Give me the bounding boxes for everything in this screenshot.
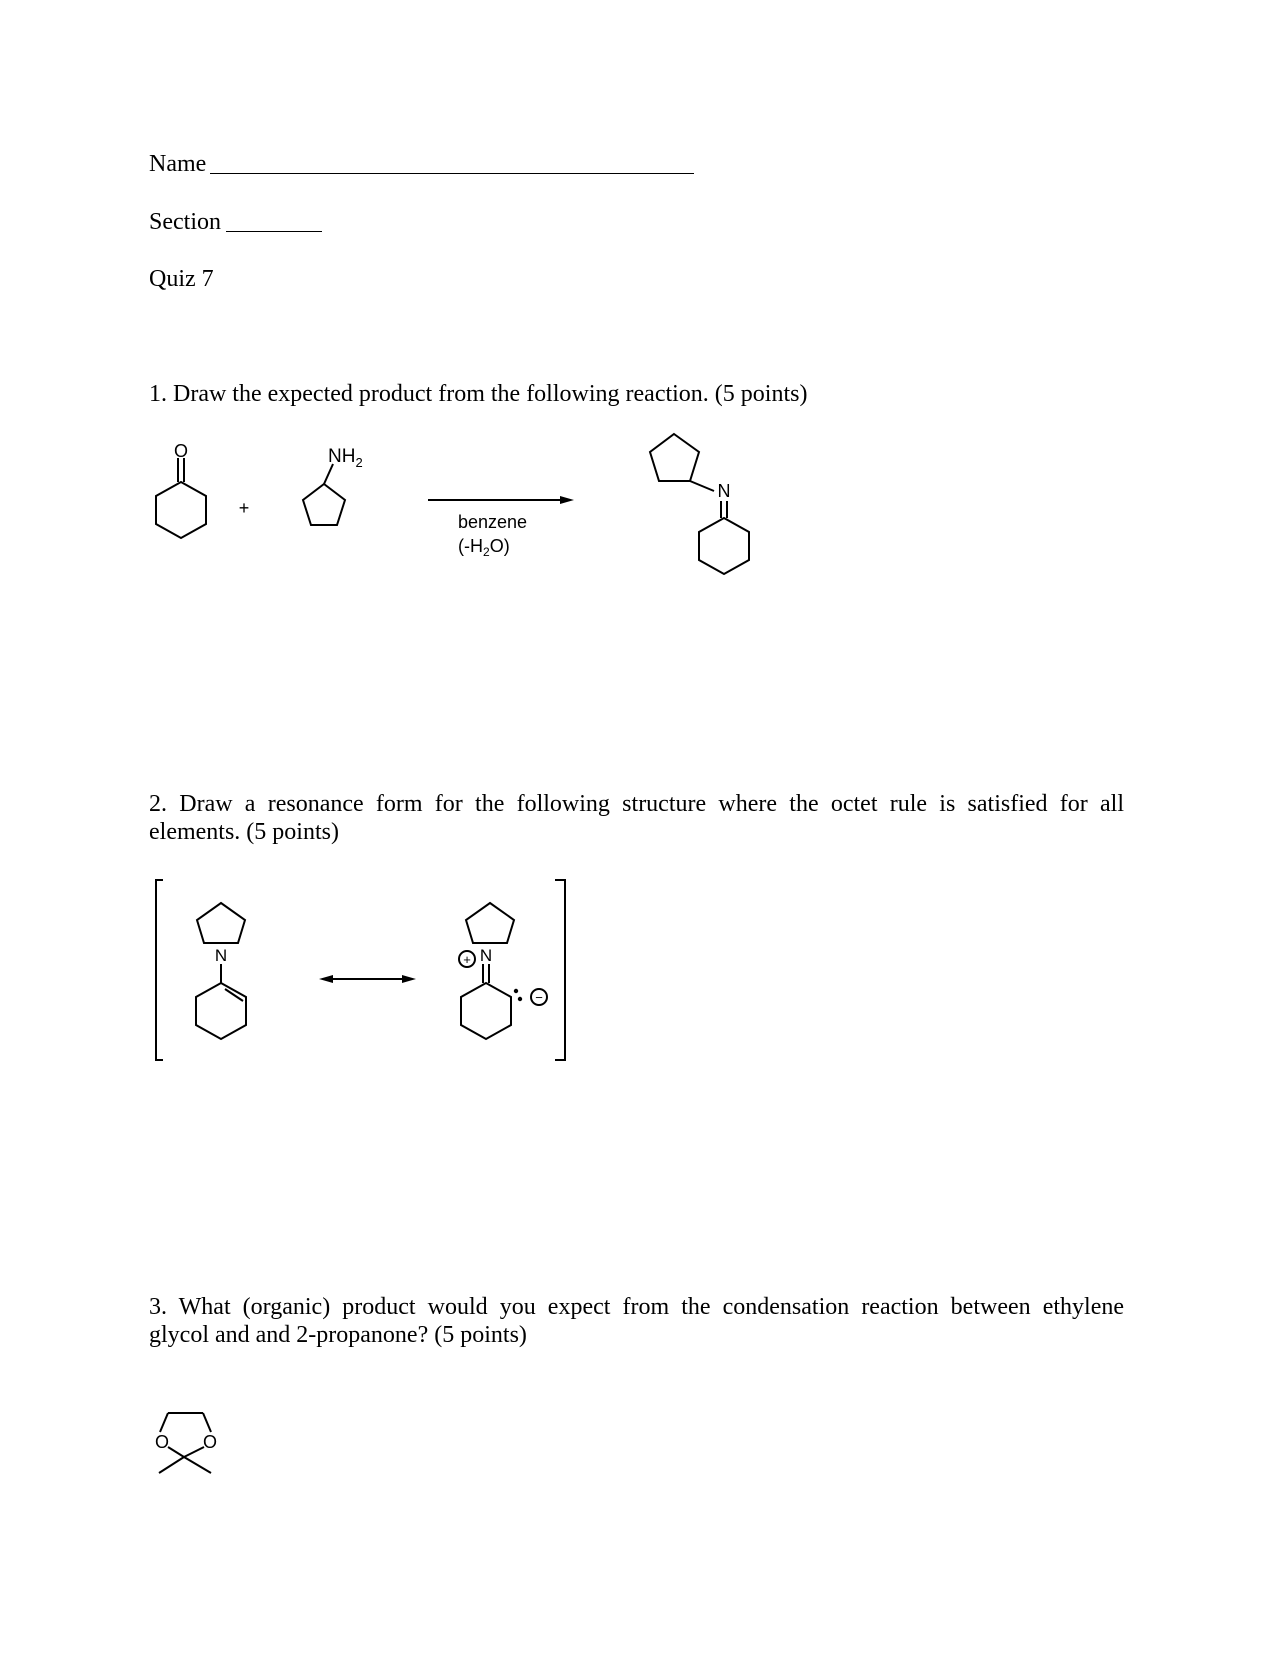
amine-subscript: 2 <box>355 455 363 470</box>
reaction-plus-sign: + <box>238 498 250 518</box>
ring-oxygen-left: O <box>154 1432 170 1452</box>
name-label: Name <box>149 151 207 177</box>
quiz-title: Quiz 7 <box>149 266 214 292</box>
positive-charge-sign: + <box>463 952 471 967</box>
question-2-line-1: 2. Draw a resonance form for the following structure where the octet rule is satisfied for all <box>149 791 1124 817</box>
question-3-line-1: 3. What (organic) product would you expect from the condensation reaction between ethylene <box>149 1294 1124 1320</box>
dioxolane-structure <box>155 1413 217 1473</box>
product-nitrogen-label: N <box>717 481 731 501</box>
iminium-nitrogen-label: N <box>479 946 493 965</box>
condition-solvent: benzene <box>458 512 528 532</box>
ring-oxygen-right: O <box>202 1432 218 1452</box>
condition-water-loss: $(-H_2O)$ <box>458 536 510 559</box>
question-1-text: 1. Draw the expected product from the following reaction. (5 points) <box>149 381 808 407</box>
enamine-nitrogen-label: N <box>214 946 228 965</box>
ketone-oxygen-label: O <box>173 441 189 461</box>
question-2-line-2: elements. (5 points) <box>149 819 339 845</box>
section-label: Section <box>149 209 221 235</box>
question-3-line-2: glycol and and 2-propanone? (5 points) <box>149 1322 527 1348</box>
negative-charge-sign: − <box>535 990 543 1005</box>
amine-nh-label: $NH_2$ <box>328 446 363 470</box>
